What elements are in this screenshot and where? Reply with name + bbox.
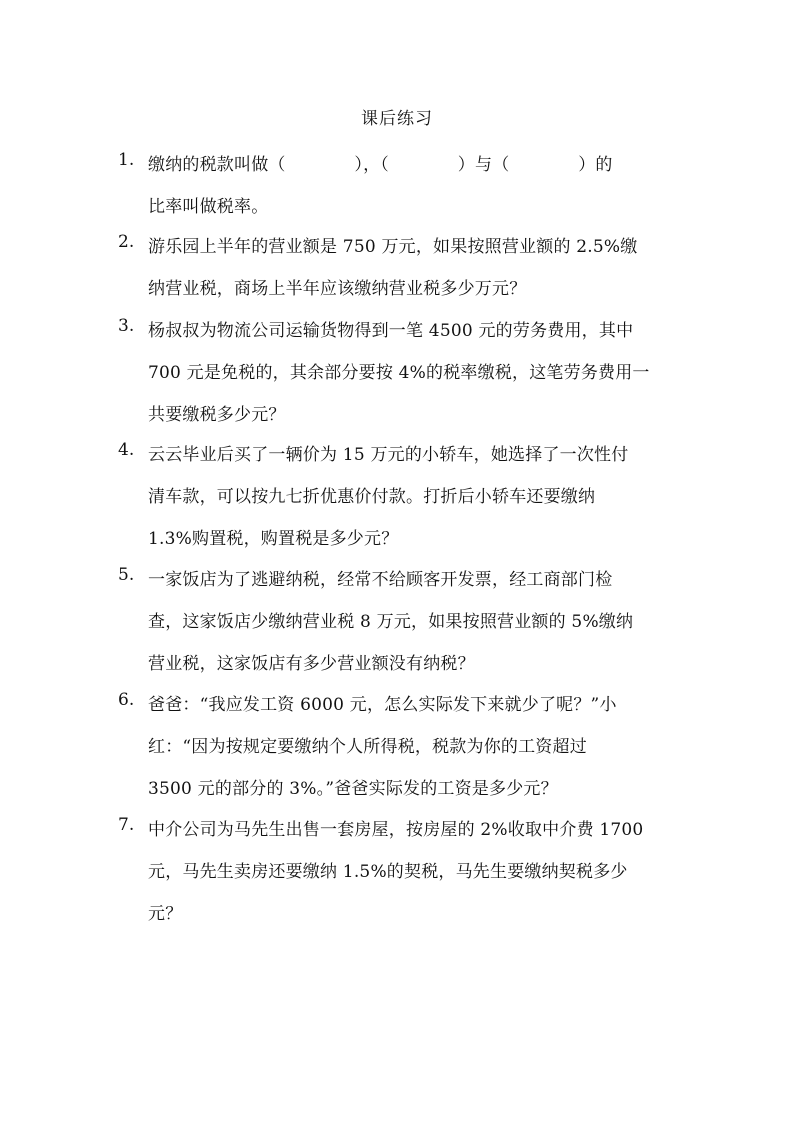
question-text-line: 游乐园上半年的营业额是 750 万元，如果按照营业额的 2.5%缴 (148, 237, 638, 257)
page-title: 课后练习 (361, 109, 433, 129)
question-text-line: 3500 元的部分的 3%。”爸爸实际发的工资是多少元？ (148, 779, 558, 799)
question-number: 5. (118, 565, 135, 585)
question-text-line: 红：“因为按规定要缴纳个人所得税，税款为你的工资超过 (148, 737, 587, 757)
question-text-line: 700 元是免税的，其余部分要按 4%的税率缴税，这笔劳务费用一 (148, 363, 650, 383)
question-number: 4. (118, 440, 135, 460)
question-text-line: 1.3%购置税，购置税是多少元？ (148, 529, 399, 549)
question-text-line: 清车款，可以按九七折优惠价付款。打折后小轿车还要缴纳 (148, 487, 596, 507)
question-text-line: 一家饭店为了逃避纳税，经常不给顾客开发票，经工商部门检 (148, 570, 613, 590)
question-text-line: 比率叫做税率。 (148, 197, 269, 217)
question-text-line: 纳营业税，商场上半年应该缴纳营业税多少万元？ (148, 279, 527, 299)
question-number: 1. (118, 150, 135, 170)
question-text-line: 营业税，这家饭店有多少营业额没有纳税？ (148, 654, 475, 674)
question-text-line: 云云毕业后买了一辆价为 15 万元的小轿车，她选择了一次性付 (148, 445, 629, 465)
question-number: 7. (118, 815, 135, 835)
question-number: 2. (118, 232, 135, 252)
question-number: 3. (118, 316, 135, 336)
question-number: 6. (118, 690, 135, 710)
question-text-line: 共要缴税多少元？ (148, 405, 286, 425)
question-text-line: 元，马先生卖房还要缴纳 1.5%的契税，马先生要缴纳契税多少 (148, 862, 628, 882)
question-text-line: 查，这家饭店少缴纳营业税 8 万元，如果按照营业额的 5%缴纳 (148, 612, 634, 632)
question-text-line: 缴纳的税款叫做（ ），（ ）与（ ）的 (148, 155, 613, 175)
question-text-line: 中介公司为马先生出售一套房屋，按房屋的 2%收取中介费 1700 (148, 820, 644, 840)
question-text-line: 元？ (148, 904, 183, 924)
question-text-line: 爸爸：“我应发工资 6000 元，怎么实际发下来就少了呢？”小 (148, 695, 617, 715)
question-text-line: 杨叔叔为物流公司运输货物得到一笔 4500 元的劳务费用，其中 (148, 321, 634, 341)
